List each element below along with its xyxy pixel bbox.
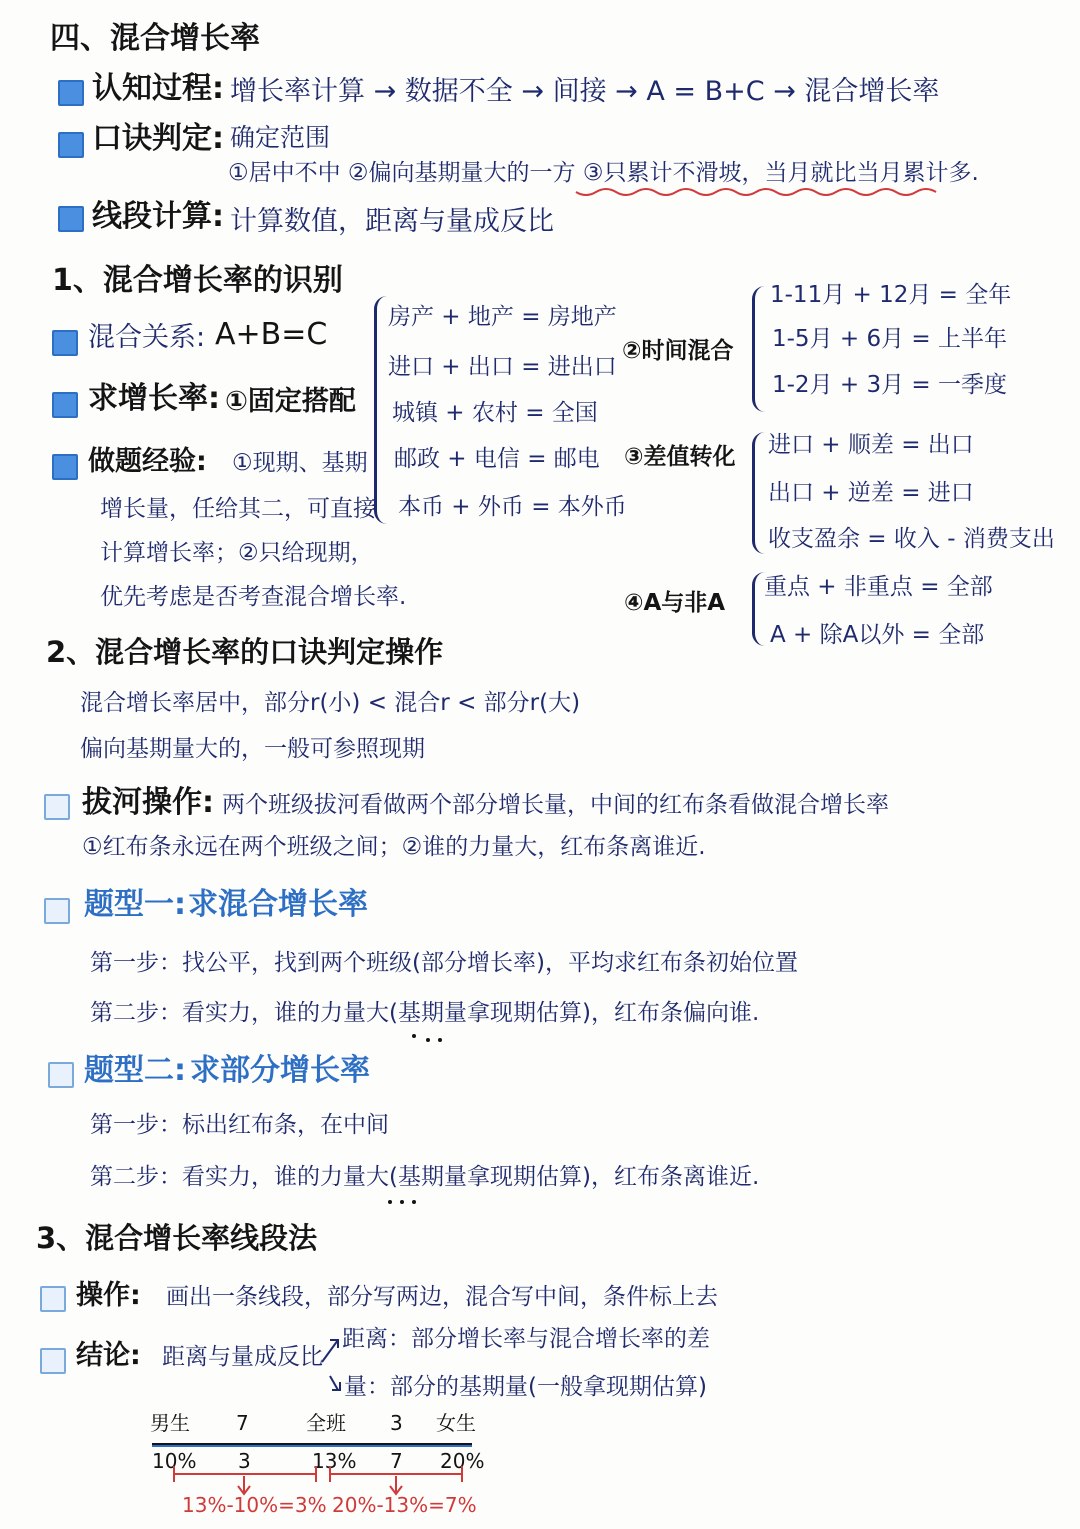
- type1-step-2: 第二步：看实力，谁的力量大(基期量拿现期估算)，红布条偏向谁.: [90, 1000, 760, 1026]
- formula-text: 确定范围: [230, 123, 331, 152]
- type2-step-2: 第二步：看实力，谁的力量大(基期量拿现期估算)，红布条离谁近.: [90, 1164, 760, 1190]
- diagram-top-7: 7: [236, 1411, 249, 1435]
- time-item-1: 1-11月 + 12月 = 全年: [770, 282, 1012, 308]
- conclusion-quantity: 量：部分的基期量(一般拿现期估算): [344, 1374, 707, 1400]
- experience-text-4: 优先考虑是否考查混合增长率.: [100, 584, 407, 610]
- a-nona-label: ④A与非A: [624, 590, 726, 616]
- formula-label: 口诀判定:: [92, 121, 224, 156]
- diagram-calc-right: 20%-13%=7%: [332, 1493, 477, 1517]
- red-arrow-right: [390, 1476, 402, 1494]
- growth-label: 求增长率:: [88, 381, 220, 416]
- type2-text: 求部分增长率: [190, 1053, 370, 1088]
- operation-text: 画出一条线段，部分写两边，混合写中间，条件标上去: [166, 1284, 718, 1310]
- arrow-to-quantity: [330, 1376, 338, 1390]
- emphasis-dot: [388, 1200, 392, 1204]
- diff-item-1: 进口 + 顺差 = 出口: [768, 432, 974, 458]
- part2-line-1: 混合增长率居中，部分r(小) < 混合r < 部分r(大): [80, 690, 581, 716]
- part3-title: 3、混合增长率线段法: [36, 1221, 318, 1255]
- time-item-3: 1-2月 + 3月 = 一季度: [772, 372, 1007, 398]
- part2-title: 2、混合增长率的口诀判定操作: [46, 635, 444, 669]
- type1-text: 求混合增长率: [188, 887, 368, 922]
- relation-label: 混合关系:: [88, 322, 206, 353]
- segment-calc-label: 线段计算:: [92, 199, 224, 234]
- fixed-item-5: 本币 + 外币 = 本外币: [398, 494, 627, 520]
- fixed-item-1: 房产 + 地产 = 房地产: [388, 304, 617, 330]
- segment-calc-text: 计算数值，距离与量成反比: [230, 206, 554, 237]
- diagram-dist-7: 7: [390, 1449, 403, 1473]
- formula-rules-b: ③只累计不滑坡，当月就比当月累计多.: [582, 160, 979, 186]
- emphasis-dot: [426, 1038, 430, 1042]
- time-item-2: 1-5月 + 6月 = 上半年: [772, 326, 1007, 352]
- diagram-calc-left: 13%-10%=3%: [182, 1493, 327, 1517]
- tug-label: 拔河操作:: [82, 785, 214, 820]
- diagram-point-10: 10%: [152, 1449, 197, 1473]
- tug-text: 两个班级拔河看做两个部分增长量，中间的红布条看做混合增长率: [222, 792, 889, 818]
- part2-line-2: 偏向基期量大的，一般可参照现期: [80, 736, 425, 762]
- fixed-item-4: 邮政 + 电信 = 邮电: [394, 446, 600, 472]
- tug-line-2: ①红布条永远在两个班级之间；②谁的力量大，红布条离谁近.: [82, 834, 706, 860]
- fixed-item-3: 城镇 + 农村 = 全国: [392, 400, 598, 426]
- diagram-top-3: 3: [390, 1411, 403, 1435]
- part1-title: 1、混合增长率的识别: [52, 263, 343, 298]
- diff-item-3: 收支盈余 = 收入 - 消费支出: [768, 526, 1055, 552]
- emphasis-dot: [412, 1034, 416, 1038]
- diagram-top-male: 男生: [150, 1411, 190, 1435]
- emphasis-dot: [400, 1200, 404, 1204]
- red-arrow-left: [238, 1476, 250, 1494]
- red-wavy-underline: [576, 189, 936, 195]
- cognition-text: 增长率计算 → 数据不全 → 间接 → A = B+C → 混合增长率: [230, 76, 940, 107]
- diagram-top-female: 女生: [436, 1411, 476, 1435]
- time-mix-label: ②时间混合: [622, 338, 734, 364]
- diagram-point-13: 13%: [312, 1449, 357, 1473]
- experience-text-1: ①现期、基期: [232, 450, 368, 476]
- diagram-top-class: 全班: [306, 1411, 346, 1435]
- emphasis-dot: [438, 1038, 442, 1042]
- operation-label: 操作:: [76, 1280, 141, 1311]
- type1-step-1: 第一步：找公平，找到两个班级(部分增长率)，平均求红布条初始位置: [90, 950, 798, 976]
- experience-text-2: 增长量，任给其二，可直接: [100, 496, 376, 522]
- diagram-dist-3: 3: [238, 1449, 251, 1473]
- relation-text: A+B=C: [215, 317, 328, 352]
- type1-label: 题型一:: [84, 887, 186, 922]
- conclusion-label: 结论:: [76, 1340, 141, 1371]
- diff-convert-label: ③差值转化: [624, 444, 736, 470]
- experience-text-3: 计算增长率；②只给现期，: [100, 540, 374, 566]
- conclusion-distance: 距离：部分增长率与混合增长率的差: [342, 1326, 710, 1352]
- cognition-label: 认知过程:: [92, 71, 224, 106]
- anon-item-1: 重点 + 非重点 = 全部: [764, 574, 993, 600]
- fixed-item-2: 进口 + 出口 = 进出口: [388, 354, 617, 380]
- conclusion-text: 距离与量成反比: [162, 1344, 323, 1370]
- type2-step-1: 第一步：标出红布条，在中间: [90, 1112, 389, 1138]
- section-title: 四、混合增长率: [50, 21, 260, 56]
- diagram-point-20: 20%: [440, 1449, 485, 1473]
- arrow-to-distance: [322, 1340, 338, 1362]
- emphasis-dot: [412, 1200, 416, 1204]
- diff-item-2: 出口 + 逆差 = 进口: [768, 480, 974, 506]
- experience-label: 做题经验:: [88, 446, 207, 477]
- type2-label: 题型二:: [84, 1053, 186, 1088]
- growth-text: ①固定搭配: [225, 386, 356, 417]
- formula-rules-a: ①居中不中 ②偏向基期量大的一方: [228, 160, 583, 186]
- anon-item-2: A + 除A以外 = 全部: [770, 622, 985, 648]
